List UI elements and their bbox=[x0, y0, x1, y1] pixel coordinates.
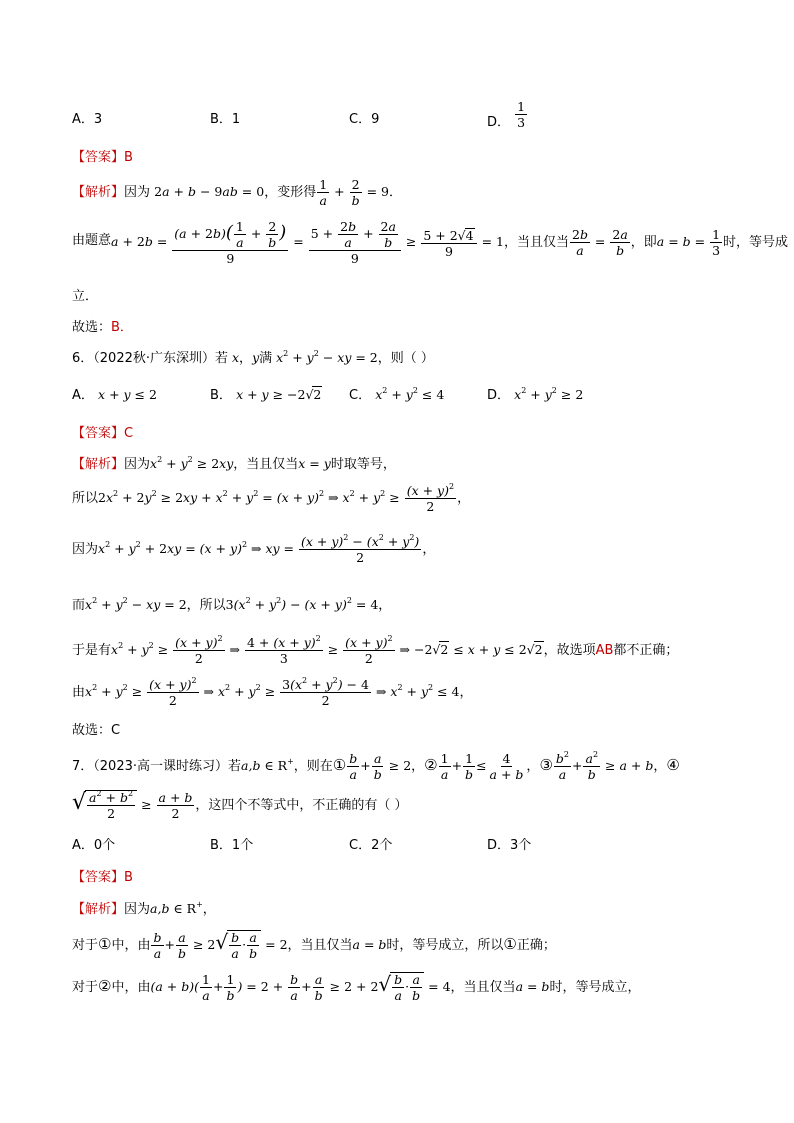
q6-analysis-line2: 所以$2x^2 + 2y^2 \ge 2xy + x^2 + y^2 = (x + y)^2$ ⇒ $x^2 + y^2$ ≥ $\frac{(x + y)^2}{2}$ ， bbox=[72, 482, 471, 515]
q7-stem-line1: 7．（2023·高一课时练习）若a,b ∈ R+，则在① $\frac{b}{a}$ + $\frac{a}{b}$ ≥ 2，② $\frac{1}{a}$ + $\frac{1}{b}$ ≤ $\frac{4}{a + b}$ ，③ $\frac{b^2}{a}$ + $\frac{a^2}{b}$ ≥ a + b，④ bbox=[72, 750, 680, 783]
q5-option-c: C．9 bbox=[349, 112, 380, 127]
q7-option-b: B．1个 bbox=[210, 838, 254, 853]
q6-option-b: B． x + y ≥ −2√2 bbox=[210, 387, 322, 403]
q5-option-a: A．3 bbox=[72, 112, 103, 127]
q7-option-a: A．0个 bbox=[72, 838, 116, 853]
q6-option-a: A． x + y ≤ 2 bbox=[72, 387, 157, 403]
q7-analysis-line3: 对于②中，由(a + b)( $\frac{1}{a}$ + $\frac{1}{b}$ ) = 2 + $\frac{b}{a}$ + $\frac{a}{b}$ ≥ 2 + 2√ $\frac{b}{a}$ · $\frac{a}{b}$ = 4，当且仅当a = b时，等号成立， bbox=[72, 972, 641, 1004]
q6-choose: 故选：C bbox=[72, 723, 121, 738]
q6-analysis-line5: 于是有$x^2 + y^2$ ≥ $\frac{(x + y)^2}{2}$ ⇒ $\frac{4 + (x + y)^2}{3}$ ≥ $\frac{(x + y)^2}{2}$ ⇒ −2√2 ≤ x + y ≤ 2√2，故选项AB都不正确； bbox=[72, 634, 679, 667]
q5-choose: 故选：B． bbox=[72, 320, 133, 335]
q7-option-d: D．3个 bbox=[487, 838, 532, 853]
q5-analysis-line3: 立． bbox=[72, 289, 99, 304]
q6-option-c: C． $x^2 + y^2 \le 4$ bbox=[349, 386, 445, 403]
q6-analysis-line3: 因为$x^2 + y^2 + 2xy = (x + y)^2$ ⇒ xy = $\frac{(x + y)^2 - (x^2 + y^2)}{2}$ ， bbox=[72, 533, 436, 566]
q5-analysis-line2: 由题意a + 2b = (a + 2b)( $\frac{1}{a}$ + $\frac{2}{b}$ ) 9 = 5 + $\frac{2b}{a}$ + $\frac{2a}{b}$ 9 ≥ $\frac{5 + 2√4}{9}$ = 1，当且仅当 $\frac{2b}{a}$ = $\frac{2a}{b}$ ，即a = b = $\frac{1}{3}$ 时，等号成 bbox=[72, 219, 789, 267]
q7-stem-line2: √ $\frac{a^2 + b^2}{2}$ ≥ $\frac{a + b}{2}$ ，这四个不等式中，不正确的有（ ） bbox=[72, 789, 408, 822]
q7-analysis-line1: 【解析】因为a,b ∈ R+， bbox=[72, 900, 216, 917]
q6-answer: 【答案】C bbox=[72, 426, 134, 441]
q6-analysis-line6: 由$x^2 + y^2$ ≥ $\frac{(x + y)^2}{2}$ ⇒ $x^2 + y^2$ ≥ $\frac{3(x^2 + y^2) - 4}{2}$ ⇒ $x^2 + y^2 \le 4$， bbox=[72, 676, 473, 709]
q7-analysis-line2: 对于①中，由 $\frac{b}{a}$ + $\frac{a}{b}$ ≥ 2√ $\frac{b}{a}$ · $\frac{a}{b}$ = 2，当且仅当a = b时，等号成立，所以①正确； bbox=[72, 930, 556, 962]
q7-answer: 【答案】B bbox=[72, 870, 133, 885]
q6-option-d: D． $x^2 + y^2 \ge 2$ bbox=[487, 386, 584, 403]
q5-option-b: B．1 bbox=[210, 112, 241, 127]
q6-stem: 6．（2022秋·广东深圳）若 x，y满 $x^2 + y^2$ − xy = 2，则（ ） bbox=[72, 349, 434, 366]
q6-analysis-line1: 【解析】因为$x^2 + y^2 \ge 2xy$，当且仅当x = y时取等号， bbox=[72, 455, 396, 472]
q5-analysis-line1: 【解析】因为 2a + b − 9ab = 0，变形得 $\frac{1}{a}$ + $\frac{2}{b}$ = 9． bbox=[72, 177, 402, 209]
q7-option-c: C．2个 bbox=[349, 838, 393, 853]
q5-answer: 【答案】B bbox=[72, 150, 133, 165]
q6-analysis-line4: 而$x^2 + y^2$ − xy = 2，所以$3(x^2 + y^2) - (x + y)^2 = 4$， bbox=[72, 596, 392, 613]
q5-option-d: D． $\frac{1}{3}$ bbox=[487, 99, 526, 131]
